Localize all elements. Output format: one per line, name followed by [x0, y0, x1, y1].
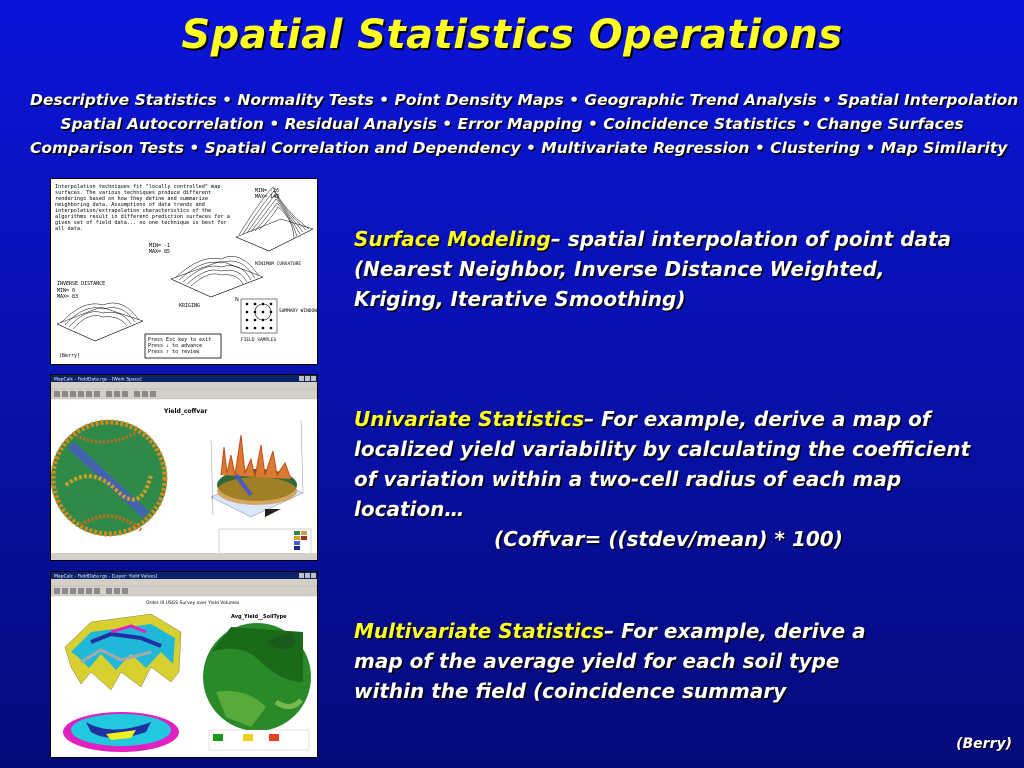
multivariate-heading: Multivariate Statistics — [354, 619, 605, 643]
menu-bar — [51, 382, 317, 389]
topic-line-1: Descriptive Statistics • Normality Tests • Point Density Maps • Geographic Trend Analysis • Spatial Interpolation — [30, 91, 1019, 109]
univariate-description — [354, 404, 994, 554]
toolbar-buttons — [54, 588, 128, 594]
univariate-heading: Univariate Statistics — [354, 407, 585, 431]
north-arrow-icon: N — [235, 297, 239, 303]
interpolation-caption: Interpolation techniques fit "locally controlled" map surfaces. The various techniques produce different renderings based on how they define and summarize neighboring data. Assumptions of data trends and interpolation/extrapolation characteristics of the algorithms result in different prediction surfaces for a given set of field data... no one technique is best for all data. — [55, 184, 230, 232]
soil-yield-3d-overlay — [63, 614, 181, 752]
maximize-button[interactable] — [305, 573, 310, 578]
status-bar — [51, 553, 317, 560]
avg-yield-soil-map — [203, 623, 311, 731]
kriging-label: KRIGING — [179, 303, 201, 309]
inverse-distance-label: INVERSE DISTANCE — [57, 281, 106, 287]
min-curvature-label: MINIMUM CURVATURE — [255, 262, 302, 267]
minimize-button[interactable] — [299, 376, 304, 381]
topic-line-3: Comparison Tests • Spatial Correlation and Dependency • Multivariate Regression • Clustering • Map Similarity — [30, 139, 1008, 157]
surface-modeling-description — [354, 224, 974, 314]
overlay-title: Order III USGS Survey over Yield Volumes — [146, 601, 240, 606]
author-credit: (Berry) — [956, 736, 1012, 752]
coffvar-formula: (Coffvar= ((stdev/mean) * 100) — [494, 527, 843, 551]
multivariate-figure — [51, 572, 317, 757]
multivariate-description — [354, 616, 894, 706]
inverse-distance-surface — [57, 303, 143, 341]
close-button[interactable] — [311, 573, 316, 578]
menu-bar — [51, 579, 317, 586]
field-samples-grid — [246, 303, 273, 330]
thumb-credit: (Berry) — [59, 353, 81, 359]
kriging-stats: MIN= -1 MAX= 85 — [149, 243, 171, 255]
field-samples-label: FIELD SAMPLES — [241, 338, 277, 343]
univariate-figure — [51, 375, 317, 560]
page-title: Spatial Statistics Operations — [181, 12, 843, 58]
soil-legend — [209, 730, 309, 750]
coffvar-3d-surface — [211, 420, 303, 517]
topic-list — [30, 88, 1019, 160]
key-help-text: Press Esc key to exit Press ↓ to advance Press ↑ to review — [148, 337, 212, 355]
surface-modeling-figure — [51, 179, 317, 364]
kriging-surface — [171, 256, 263, 297]
window-title: MapCalc - FieldData.rgs - [Layer: Yield Values] — [54, 574, 158, 580]
surface-modeling-text: – spatial interpolation of point data (Nearest Neighbor, Inverse Distance Weighted, Kriging, Iterative Smoothing) — [354, 227, 952, 311]
multivariate-thumbnail — [50, 571, 318, 758]
surface-modeling-heading: Surface Modeling — [354, 227, 551, 251]
map-title: Avg_Yield__SoilType — [231, 614, 287, 620]
minimize-button[interactable] — [299, 573, 304, 578]
surface-modeling-thumbnail — [50, 178, 318, 365]
inverse-distance-stats: MIN= 0 MAX= 83 — [57, 288, 79, 300]
window-title: MapCalc - FieldData.rgs - [Work Space] — [54, 377, 142, 383]
univariate-thumbnail — [50, 374, 318, 561]
coffvar-2d-map — [51, 420, 167, 536]
close-button[interactable] — [311, 376, 316, 381]
topic-line-2: Spatial Autocorrelation • Residual Analysis • Error Mapping • Coincidence Statistics • Change Surfaces — [60, 115, 964, 133]
summary-window-label: SUMMARY WINDOW — [279, 309, 317, 314]
map-title: Yield_coffvar — [164, 408, 208, 415]
min-curvature-stats: MIN= -26 MAX= 143 — [255, 188, 280, 200]
multivariate-text: – For example, derive a map of the average yield for each soil type within the field (coincidence summary — [354, 619, 866, 703]
maximize-button[interactable] — [305, 376, 310, 381]
univariate-text: – For example, derive a map of localized yield variability by calculating the coefficient of variation within a two-cell radius of each map location… — [354, 407, 971, 521]
